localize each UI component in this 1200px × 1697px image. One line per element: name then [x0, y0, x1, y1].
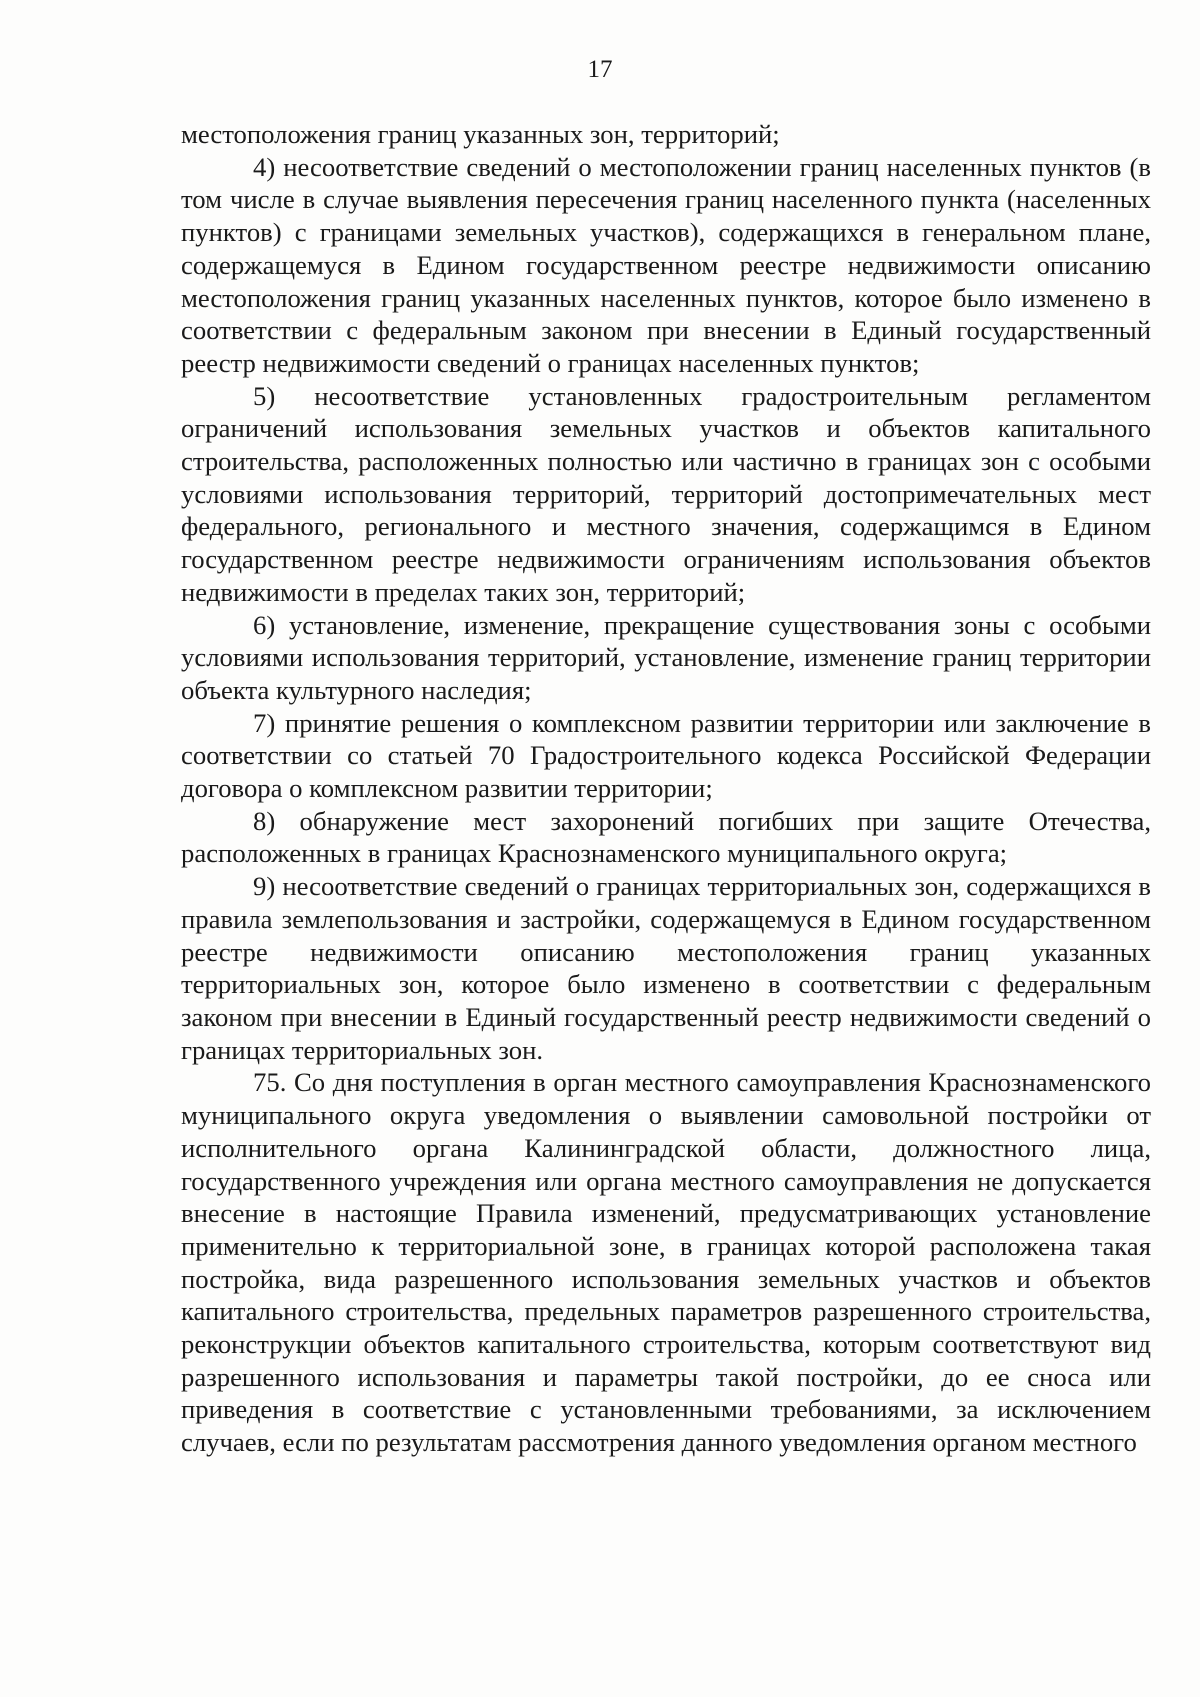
- paragraph-item-9: 9) несоответствие сведений о границах территориальных зон, содержащихся в правила землепользования и застройки, содержащемуся в Едином государственном реестре недвижимости описанию местоположения границ указанных территориальных зон, которое было изменено в соответствии с федеральным законом при внесении в Единый государственный реестр недвижимости сведений о границах территориальных зон.: [181, 871, 1151, 1065]
- paragraph-section-75: 75. Со дня поступления в орган местного самоуправления Краснознаменского муниципального округа уведомления о выявлении самовольной постройки от исполнительного органа Калининградской области, должностного лица, государственного учреждения или органа местного самоуправления не допускается внесение в настоящие Правила изменений, предусматривающих установление применительно к территориальной зоне, в границах которой расположена такая постройка, вида разрешенного использования земельных участков и объектов капитального строительства, предельных параметров разрешенного строительства, реконструкции объектов капитального строительства, которым соответствуют вид разрешенного использования и параметры такой постройки, до ее сноса или приведения в соответствие с установленными требованиями, за исключением случаев, если по результатам рассмотрения данного уведомления органом местного: [181, 1067, 1151, 1458]
- paragraph-item-5: 5) несоответствие установленных градостроительным регламентом ограничений использования земельных участков и объектов капитального строительства, расположенных полностью или частично в границах зон с особыми условиями использования территорий, территорий достопримечательных мест федерального, регионального и местного значения, содержащимся в Едином государственном реестре недвижимости ограничениям использования объектов недвижимости в пределах таких зон, территорий;: [181, 380, 1151, 607]
- paragraph-item-8: 8) обнаружение мест захоронений погибших при защите Отечества, расположенных в границах Краснознаменского муниципального округа;: [181, 805, 1151, 869]
- page-number: 17: [587, 56, 613, 83]
- paragraph-item-6: 6) установление, изменение, прекращение существования зоны с особыми условиями использования территорий, установление, изменение границ территории объекта культурного наследия;: [181, 609, 1151, 705]
- paragraph-continuation: местоположения границ указанных зон, территорий;: [181, 119, 780, 149]
- document-body: [181, 118, 1151, 1459]
- paragraph-item-7: 7) принятие решения о комплексном развитии территории или заключение в соответствии со статьей 70 Градостроительного кодекса Российской Федерации договора о комплексном развитии территории;: [181, 707, 1151, 804]
- paragraph-item-4: 4) несоответствие сведений о местоположении границ населенных пунктов (в том числе в случае выявления пересечения границ населенного пункта (населенных пунктов) с границами земельных участков), содержащихся в генеральном плане, содержащемуся в Едином государственном реестре недвижимости описанию местоположения границ указанных населенных пунктов, которое было изменено в соответствии с федеральным законом при внесении в Единый государственный реестр недвижимости сведений о границах населенных пунктов;: [181, 151, 1151, 378]
